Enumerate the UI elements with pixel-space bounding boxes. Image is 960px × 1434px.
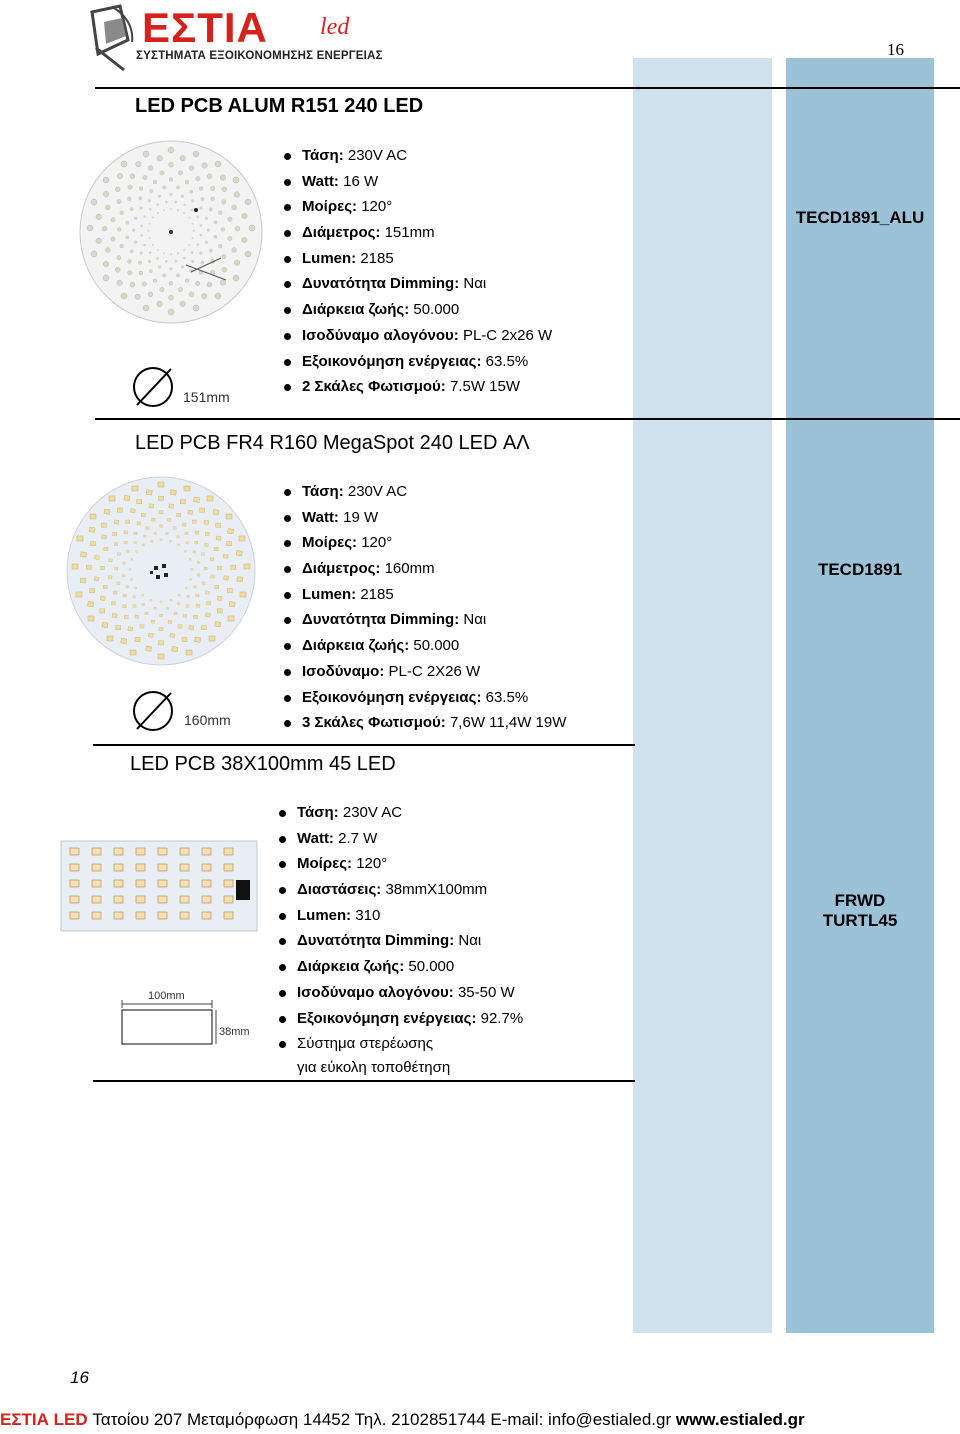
product-title: LED PCB FR4 R160 MegaSpot 240 LED ΑΛ [135,432,530,454]
product-code: TECD1891 [817,560,903,579]
spec-item: Watt: 16 W [284,169,552,195]
spec-item: Διάρκεια ζωής: 50.000 [279,954,523,980]
spec-item: Εξοικονόμηση ενέργειας: 92.7% [279,1006,523,1032]
spec-item: Watt: 2.7 W [279,826,523,852]
spec-item: 2 Σκάλες Φωτισμού: 7.5W 15W [284,374,552,400]
page-number-top: 16 [887,40,904,59]
product-title: LED PCB ALUM R151 240 LED [135,95,424,117]
divider-top [95,87,960,89]
product-title: LED PCB 38X100mm 45 LED [130,753,396,775]
spec-item: Lumen: 310 [279,903,523,929]
product-code-line: FRWD [834,891,886,910]
spec-item: Μοίρες: 120° [284,194,552,220]
product-image-round-pcb [76,140,266,325]
footer-website[interactable]: www.estialed.gr [675,1410,805,1429]
spec-item: Τάση: 230V AC [284,479,566,505]
divider-1 [95,418,960,420]
spec-item: Μοίρες: 120° [279,851,523,877]
spec-item: 3 Σκάλες Φωτισμού: 7,6W 11,4W 19W [284,710,566,736]
spec-item: Μοίρες: 120° [284,530,566,556]
divider-2 [93,744,635,746]
diameter-label: 151mm [183,389,230,405]
spec-item-continuation: για εύκολη τοποθέτηση [297,1058,451,1076]
column-background-dark [786,58,934,1333]
spec-item: Ισοδύναμο αλογόνου: PL-C 2x26 W [284,323,552,349]
spec-item: Δυνατότητα Dimming: Ναι [284,607,566,633]
spec-item: Δυνατότητα Dimming: Ναι [284,271,552,297]
spec-item: Ισοδύναμο αλογόνου: 35-50 W [279,980,523,1006]
diameter-icon [131,365,175,409]
footer-brand: ΕΣΤΙΑ LED [0,1410,88,1429]
spec-item: Τάση: 230V AC [279,800,523,826]
dimension-diagram [116,988,256,1048]
diameter-label: 160mm [184,712,231,728]
spec-item: Διαστάσεις: 38mmX100mm [279,877,523,903]
spec-item: Διάμετρος: 160mm [284,556,566,582]
footer [0,1410,960,1430]
spec-list [284,479,566,736]
product-image-rect-pcb [60,840,258,932]
logo-brand: ΕΣΤΙΑ [142,4,268,51]
product-code: TECD1891_ALU [795,208,925,227]
logo-subtitle: ΣΥΣΤΗΜΑΤΑ ΕΞΟΙΚΟΝΟΜΗΣΗΣ ΕΝΕΡΓΕΙΑΣ [136,50,383,62]
product-code-line: TURTL45 [822,911,898,930]
logo-led: led [320,14,350,40]
product-code [780,891,940,931]
spec-item: Ισοδύναμο: PL-C 2X26 W [284,659,566,685]
spec-item: Watt: 19 W [284,505,566,531]
spec-list [284,143,552,400]
column-background-light [633,58,772,1333]
spec-item: Διάρκεια ζωής: 50.000 [284,633,566,659]
dimension-height-label: 38mm [219,1026,250,1038]
footer-address: Τατοίου 207 Μεταμόρφωση 14452 Τηλ. 2102851744 E-mail: info@estialed.gr [87,1410,676,1429]
spec-item: Εξοικονόμηση ενέργειας: 63.5% [284,349,552,375]
dimension-width-label: 100mm [148,990,185,1002]
divider-bottom [93,1080,635,1082]
spec-item: Σύστημα στερέωσης [279,1031,523,1057]
spec-item: Διάρκεια ζωής: 50.000 [284,297,552,323]
logo [84,2,383,74]
spec-item: Lumen: 2185 [284,246,552,272]
product-image-round-pcb [66,476,256,666]
spec-list [279,800,523,1079]
page-number-bottom: 16 [70,1368,89,1387]
diameter-icon [131,689,175,733]
spec-item: Εξοικονόμηση ενέργειας: 63.5% [284,685,566,711]
spec-item: Τάση: 230V AC [284,143,552,169]
spec-item: Lumen: 2185 [284,582,566,608]
spec-item: Διάμετρος: 151mm [284,220,552,246]
spec-item: Δυνατότητα Dimming: Ναι [279,928,523,954]
